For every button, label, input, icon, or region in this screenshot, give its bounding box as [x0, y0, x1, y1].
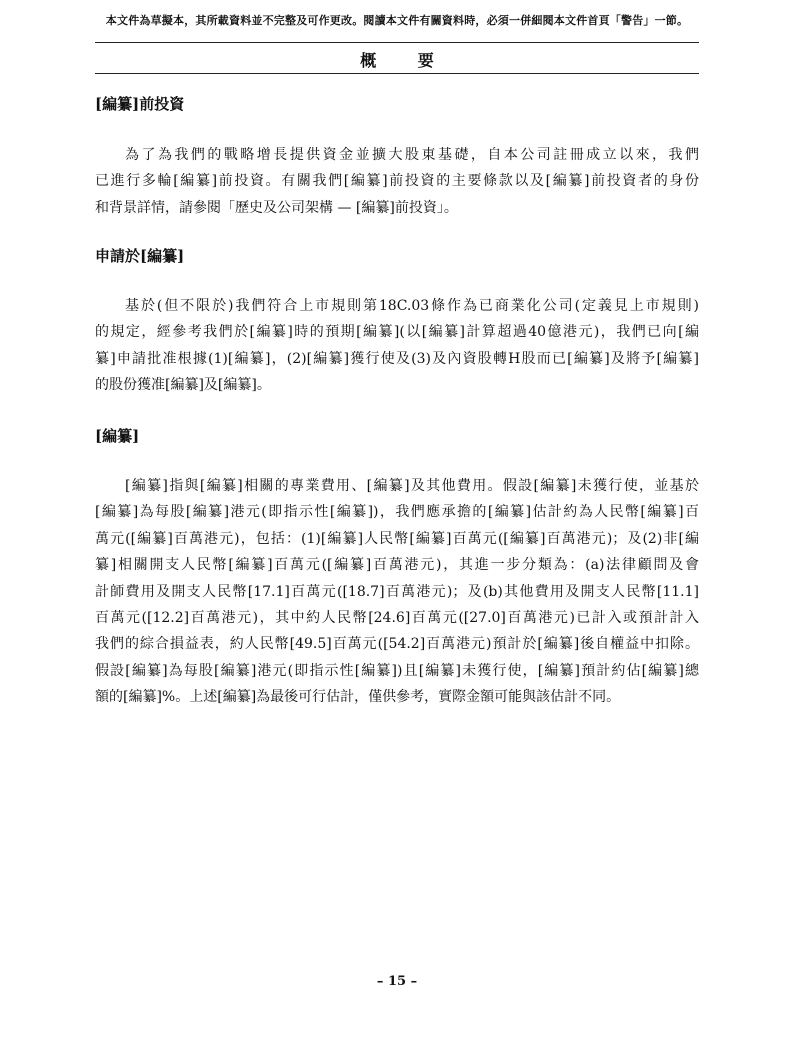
paragraph-line: 計師費用及開支人民幣[17.1]百萬元([18.7]百萬港元)；及(b)其他費用及開支人民幣[11.1] — [95, 583, 699, 600]
section-title: 概 要 — [360, 51, 452, 70]
page-number: – 15 – — [376, 974, 418, 989]
heading-listing-application: 申請於[編纂] — [95, 247, 185, 265]
paragraph-line: 百萬元([12.2]百萬港元)，其中約人民幣[24.6]百萬元([27.0]百萬港元)已計入或預計計入 — [95, 609, 699, 626]
paragraph-listing-application — [95, 293, 699, 399]
paragraph-line: 假設[編纂]為每股[編纂]港元(即指示性[編纂])且[編纂]未獲行使，[編纂]預計約佔[編纂]總 — [95, 662, 699, 679]
paragraph-line: 的股份獲准[編纂]及[編纂]。 — [95, 377, 271, 394]
paragraph-line: 纂]申請批准根據(1)[編纂]，(2)[編纂]獲行使及(3)及內資股轉H股而已[編纂]及將予[編纂] — [95, 350, 699, 367]
paragraph-line: 額的[編纂]%。上述[編纂]為最後可行估計，僅供參考，實際金額可能與該估計不同。 — [95, 689, 621, 706]
paragraph-line: [編纂]為每股[編纂]港元(即指示性[編纂])，我們應承擔的[編纂]估計約為人民幣[編纂]百 — [95, 504, 699, 521]
paragraph-line: 的規定，經參考我們於[編纂]時的預期[編纂](以[編纂]計算超過40億港元)，我們已向[編 — [95, 324, 699, 341]
paragraph-line: [編纂]指與[編纂]相關的專業費用、[編纂]及其他費用。假設[編纂]未獲行使，並基於 — [125, 478, 699, 494]
paragraph-line: 纂]相關開支人民幣[編纂]百萬元([編纂]百萬港元)，其進一步分類為：(a)法律顧問及會 — [95, 557, 699, 574]
header-rule-top — [95, 42, 699, 43]
heading-expenses: [編纂] — [95, 427, 140, 445]
paragraph-line: 萬元([編纂]百萬港元)，包括：(1)[編纂]人民幣[編纂]百萬元([編纂]百萬港元)；及(2)非[編 — [95, 530, 699, 547]
paragraph-line: 基於(但不限於)我們符合上市規則第18C.03條作為已商業化公司(定義見上市規則) — [125, 298, 699, 314]
paragraph-expenses — [95, 473, 699, 711]
paragraph-line: 為了為我們的戰略增長提供資金並擴大股東基礎，自本公司註冊成立以來，我們 — [125, 147, 699, 163]
heading-pre-investment: [編纂]前投資 — [95, 95, 185, 113]
header-rule-bottom — [95, 73, 699, 74]
paragraph-pre-investment — [95, 142, 699, 221]
draft-notice: 本文件為草擬本，其所載資料並不完整及可作更改。閱讀本文件有關資料時，必須一併細閱本文件首頁「警告」一節。 — [105, 14, 689, 27]
paragraph-line: 我們的綜合損益表，約人民幣[49.5]百萬元([54.2]百萬港元)預計於[編纂]後自權益中扣除。 — [95, 636, 699, 653]
paragraph-line: 已進行多輪[編纂]前投資。有關我們[編纂]前投資的主要條款以及[編纂]前投資者的身份 — [95, 173, 699, 190]
paragraph-line: 和背景詳情，請參閱「歷史及公司架構 — [編纂]前投資」。 — [95, 199, 458, 216]
